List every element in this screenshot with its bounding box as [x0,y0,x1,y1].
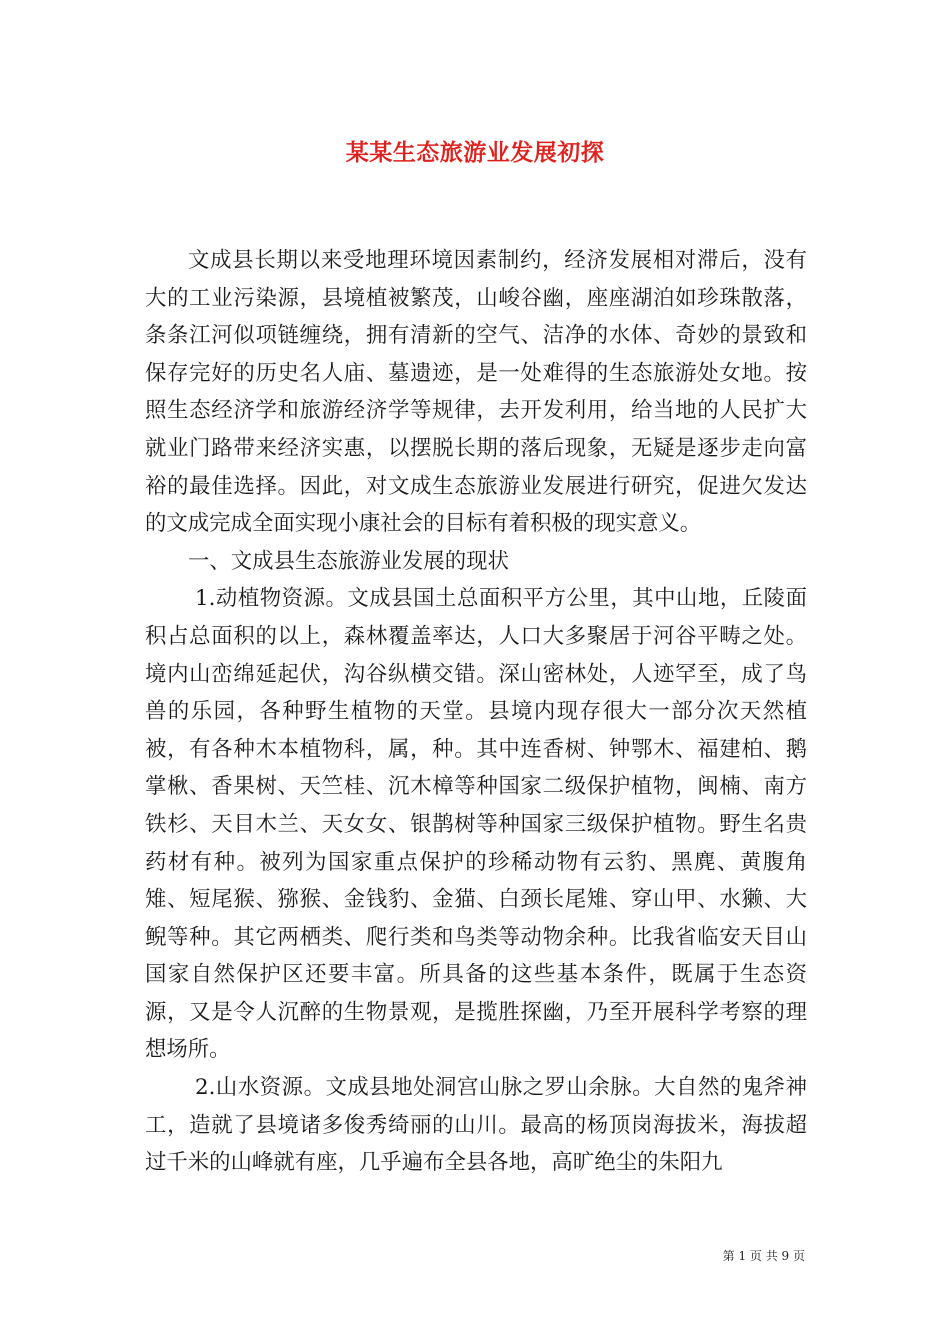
document-body [145,242,807,1182]
paragraph-mountains-waters: 2.山水资源。文成县地处洞宫山脉之罗山余脉。大自然的鬼斧神工，造就了县境诸多俊秀绮丽的山川。最高的杨顶岗海拔米，海拔超过千米的山峰就有座，几乎遍布全县各地，高旷绝尘的朱阳九 [145,1075,807,1176]
page-number-footer: 第 1 页 共 9 页 [722,1249,805,1263]
paragraph-intro: 文成县长期以来受地理环境因素制约，经济发展相对滞后，没有大的工业污染源，县境植被繁茂，山峻谷幽，座座湖泊如珍珠散落，条条江河似项链缠绕，拥有清新的空气、洁净的水体、奇妙的景致和保存完好的历史名人庙、墓遗迹，是一处难得的生态旅游处女地。按照生态经济学和旅游经济学等规律，去开发利用，给当地的人民扩大就业门路带来经济实惠，以摆脱长期的落后现象，无疑是逐步走向富裕的最佳选择。因此，对文成生态旅游业发展进行研究，促进欠发达的文成完成全面实现小康社会的目标有着积极的现实意义。 [145,248,807,537]
section-heading: 一、文成县生态旅游业发展的现状 [188,548,509,574]
paragraph-flora-fauna: 1.动植物资源。文成县国土总面积平方公里，其中山地，丘陵面积占总面积的以上，森林覆盖率达，人口大多聚居于河谷平畴之处。境内山峦绵延起伏，沟谷纵横交错。深山密林处，人迹罕至，成了鸟兽的乐园，各种野生植物的天堂。县境内现存很大一部分次天然植被，有各种木本植物科，属，种。其中连香树、钟鄂木、福建柏、鹅掌楸、香果树、天竺桂、沉木樟等种国家二级保护植物，闽楠、南方铁杉、天目木兰、天女女、银鹊树等种国家三级保护植物。野生名贵药材有种。被列为国家重点保护的珍稀动物有云豹、黑麂、黄腹角雉、短尾猴、猕猴、金钱豹、金猫、白颈长尾雉、穿山甲、水獭、大鲵等种。其它两栖类、爬行类和鸟类等动物余种。比我省临安天目山国家自然保护区还要丰富。所具备的这些基本条件，既属于生态资源，又是令人沉醉的生物景观，是揽胜探幽，乃至开展科学考察的理想场所。 [145,586,807,1063]
document-title: 某某生态旅游业发展初探 [345,139,605,166]
